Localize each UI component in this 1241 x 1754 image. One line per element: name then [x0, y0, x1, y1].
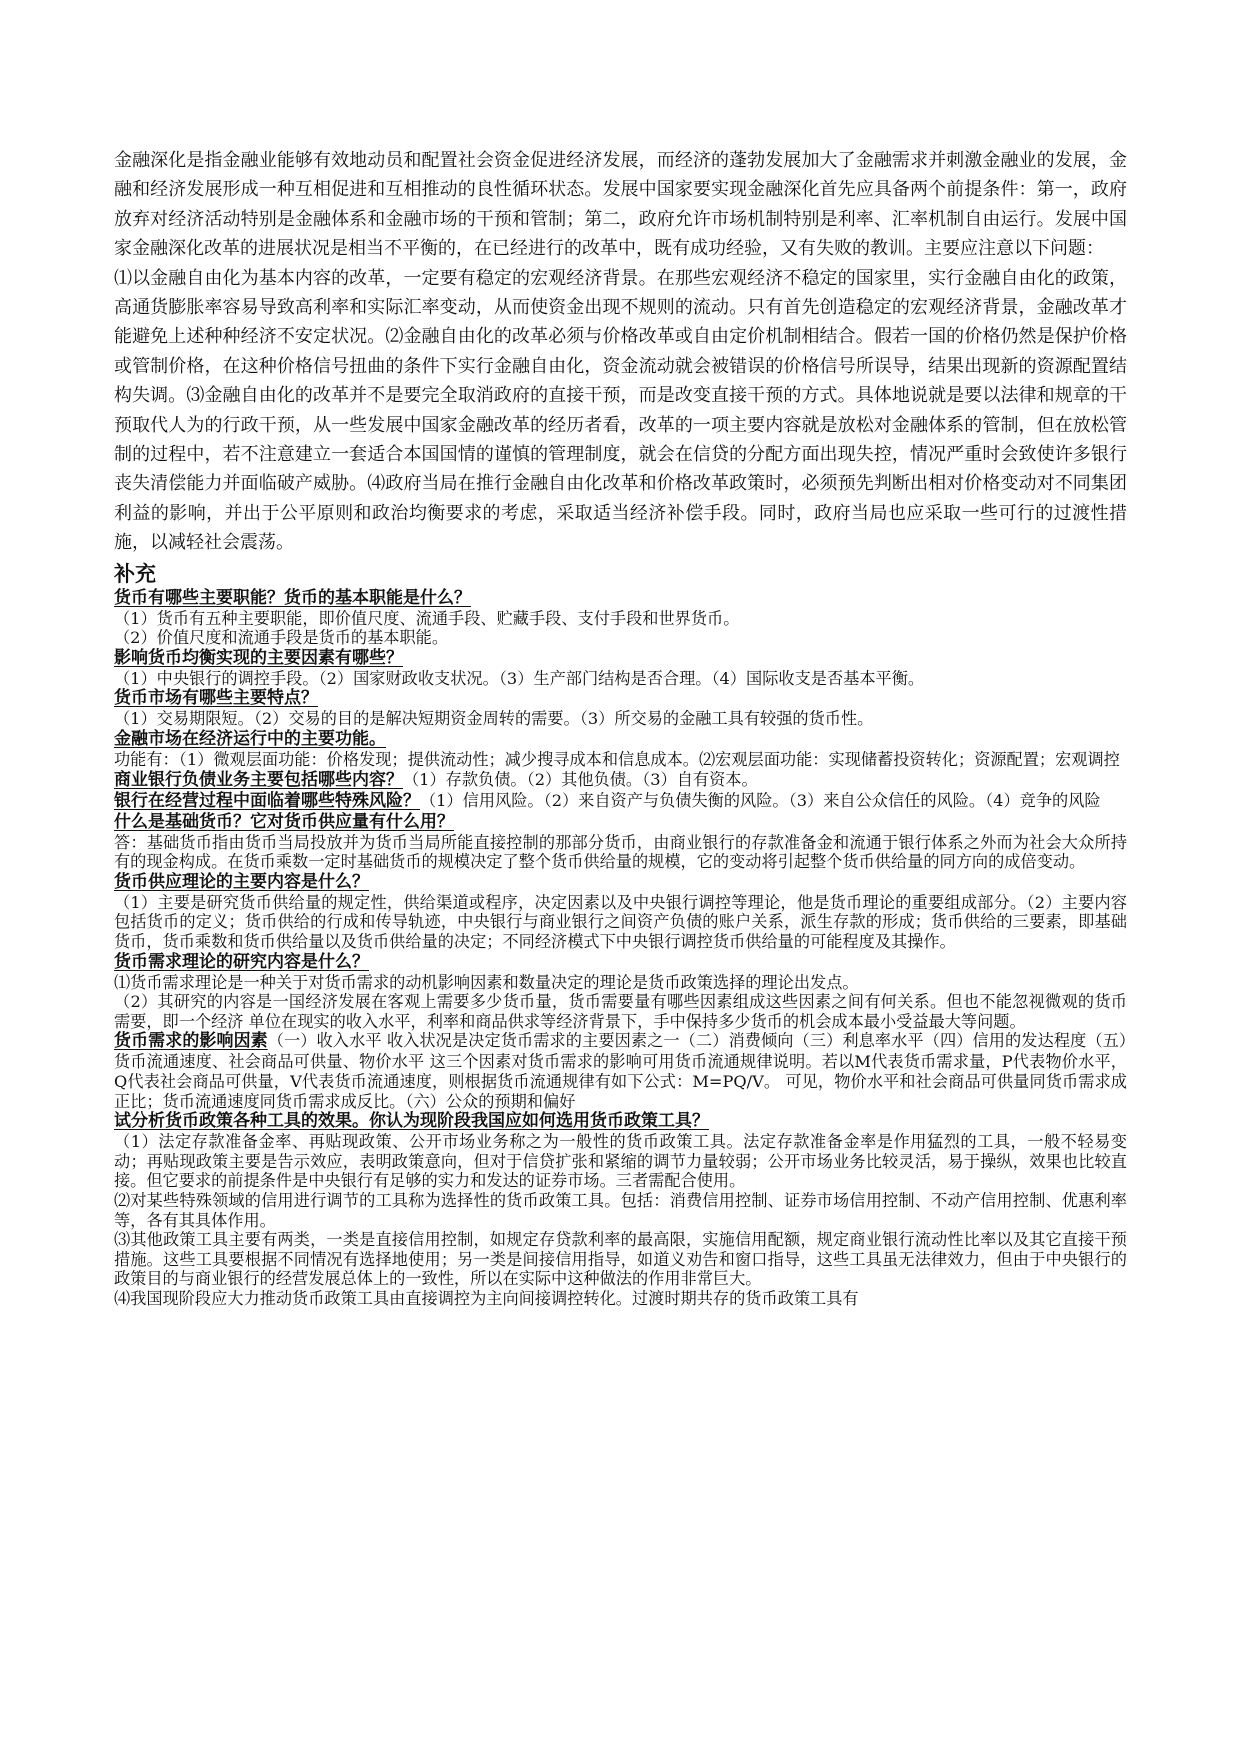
answer-text: ⑴货币需求理论是一种关于对货币需求的动机影响因素和数量决定的理论是货币政策选择的理论出发点。	[114, 972, 859, 992]
question-heading: 货币供应理论的主要内容是什么？	[114, 871, 369, 892]
question-heading: 影响货币均衡实现的主要因素有哪些？	[114, 647, 403, 668]
question-heading: 试分析货币政策各种工具的效果。你认为现阶段我国应如何选用货币政策工具？	[114, 1111, 709, 1132]
intro-paragraph: 金融深化是指金融业能够有效地动员和配置社会资金促进经济发展，而经济的蓬勃发展加大了金融需求并刺激金融业的发展，金融和经济发展形成一种互相促进和互相推动的良性循环状态。发展中国家要实现金融深化首先应具备两个前提条件：第一，政府放弃对经济活动特别是金融体系和金融市场的干预和管制；第二，政府允许市场机制特别是利率、汇率机制自由运行。发展中国家金融深化改革的进展状况是相当不平衡的，在已经进行的改革中，既有成功经验，又有失败的教训。主要应注意以下问题：	[114, 150, 1127, 260]
question-heading: 什么是基础货币？它对货币供应量有什么用？	[114, 811, 454, 832]
qa-item	[114, 729, 1127, 770]
answer-text: （1）法定存款准备金率、再贴现政策、公开市场业务称之为一般性的货币政策工具。法定存款准备金率是作用猛烈的工具，一般不轻易变动；再贴现政策主要是告示效应，表明政策意向，但对于信贷扩张和紧缩的调节力量较弱；公开市场业务比较灵活，易于操纵，效果也比较直接。但它要求的前提条件是中央银行有足够的实力和发达的证券市场。三者需配合使用。	[114, 1132, 1127, 1191]
intro-section	[114, 146, 1127, 558]
section-title: 补充	[114, 561, 156, 586]
qa-item	[114, 770, 1127, 791]
answer-text: 功能有：（1）微观层面功能：价格发现；提供流动性；减少搜寻成本和信息成本。⑵宏观层面功能：实现储蓄投资转化；资源配置；宏观调控	[114, 750, 1120, 770]
qa-line	[114, 791, 1127, 812]
question-heading: 商业银行负债业务主要包括哪些内容？	[114, 769, 403, 790]
answer-text: （2）价值尺度和流通手段是货币的基本职能。	[114, 628, 449, 648]
answer-text: （一）收入水平 收入状况是决定货币需求的主要因素之一（二）消费倾向（三）利息率水平（四）信用的发达程度（五）货币流通速度、社会商品可供量、物价水平 这三个因素对货币需求的影响可用货币流通规律说明。若以M代表货币需求量，P代表物价水平，Q代表社会商品可供量，V代表货币流通速度，则根据货币流通规律有如下公式：M=PQ/V。 可见，物价水平和社会商品可供量同货币需求成正比；货币流通速度同货币需求成反比。（六）公众的预期和偏好	[114, 1031, 1128, 1111]
answer-text: （1）信用风险。（2）来自资产与负债失衡的风险。（3）来自公众信任的风险。（4）竞争的风险	[420, 790, 1101, 810]
qa-item	[114, 648, 1127, 689]
question-heading: 货币需求的影响因素	[114, 1031, 268, 1052]
intro-paragraph: ⑴以金融自由化为基本内容的改革，一定要有稳定的宏观经济背景。在那些宏观经济不稳定的国家里，实行金融自由化的政策，高通货膨胀率容易导致高利率和实际汇率变动，从而使资金出现不规则的流动。只有首先创造稳定的宏观经济背景，金融改革才能避免上述种种经济不安定状况。⑵金融自由化的改革必须与价格改革或自由定价机制相结合。假若一国的价格仍然是保护价格或管制价格，在这种价格信号扭曲的条件下实行金融自由化，资金流动就会被错误的价格信号所误导，结果出现新的资源配置结构失调。⑶金融自由化的改革并不是要完全取消政府的直接干预，而是改变直接干预的方式。具体地说就是要以法律和规章的干预取代人为的行政干预，从一些发展中国家金融改革的经历者看，改革的一项主要内容就是放松对金融体系的管制，但在放松管制的过程中，若不注意建立一套适合本国国情的谨慎的管理制度，就会在信贷的分配方面出现失控，情况严重时会致使许多银行丧失清偿能力并面临破产威胁。⑷政府当局在推行金融自由化改革和价格改革政策时，必须预先判断出相对价格变动对不同集团利益的影响，并出于公平原则和政治均衡要求的考虑，采取适当经济补偿手段。同时，政府当局也应采取一些可行的过渡性措施，以减轻社会震荡。	[114, 267, 1127, 554]
qa-item	[114, 688, 1127, 729]
qa-item	[114, 952, 1127, 1032]
answer-text: （1）货币有五种主要职能，即价值尺度、流通手段、贮藏手段、支付手段和世界货币。	[114, 608, 740, 628]
answer-text: ⑵对某些特殊领域的信用进行调节的工具称为选择性的货币政策工具。包括：消费信用控制、证券市场信用控制、不动产信用控制、优惠利率等，各有其具体作用。	[114, 1190, 1127, 1230]
question-heading: 银行在经营过程中面临着哪些特殊风险？	[114, 790, 420, 811]
qa-item	[114, 791, 1127, 812]
answer-text: （1）存款负债。（2）其他负债。（3）自有资本。	[403, 769, 758, 789]
qa-item	[114, 1031, 1127, 1111]
answer-text: （1）主要是研究货币供给量的规定性，供给渠道或程序，决定因素以及中央银行调控等理论，他是货币理论的重要组成部分。（2）主要内容包括货币的定义；货币供给的行成和传导轨迹，中央银行与商业银行之间资产负债的账户关系，派生存款的形成；货币供给的三要素，即基础货币，货币乘数和货币供给量以及货币供给量的决定；不同经济模式下中央银行调控货币供给量的可能程度及其操作。	[114, 892, 1127, 952]
question-heading: 金融市场在经济运行中的主要功能。	[114, 729, 386, 750]
answer-text: （2）其研究的内容是一国经济发展在客观上需要多少货币量，货币需要量有哪些因素组成这些因素之间有何关系。但也不能忽视微观的货币需要，即一个经济 单位在现实的收入水平，利率和商品供求等经济背景下，手中保持多少货币的机会成本最小受益最大等问题。	[114, 992, 1127, 1031]
document-page	[114, 146, 1127, 1309]
qa-item	[114, 872, 1127, 952]
question-heading: 货币市场有哪些主要特点？	[114, 688, 318, 709]
question-heading: 货币有哪些主要职能？货币的基本职能是什么？	[114, 587, 471, 608]
qa-list	[114, 588, 1127, 1309]
answer-text: （1）交易期限短。（2）交易的目的是解决短期资金周转的需要。（3）所交易的金融工具有较强的货币性。	[114, 709, 874, 729]
qa-line	[114, 1031, 1127, 1111]
question-heading: 货币需求理论的研究内容是什么？	[114, 951, 369, 972]
answer-text: ⑷我国现阶段应大力推动货币政策工具由直接调控为主向间接调控转化。过渡时期共存的货币政策工具有	[114, 1288, 859, 1308]
answer-text: 答：基础货币指由货币当局投放并为货币当局所能直接控制的那部分货币，由商业银行的存款准备金和流通于银行体系之外而为社会大众所持有的现金构成。在货币乘数一定时基础货币的规模决定了整个货币供给量的规模，它的变动将引起整个货币供给量的同方向的成倍变动。	[114, 832, 1127, 872]
qa-item	[114, 1111, 1127, 1308]
qa-line	[114, 770, 1127, 791]
answer-text: （1）中央银行的调控手段。（2）国家财政收支状况。（3）生产部门结构是否合理。（4）国际收支是否基本平衡。	[114, 668, 925, 688]
qa-item	[114, 588, 1127, 648]
answer-text: ⑶其他政策工具主要有两类，一类是直接信用控制，如规定存贷款利率的最高限，实施信用配额，规定商业银行流动性比率以及其它直接干预措施。这些工具要根据不同情况有选择地使用；另一类是间接信用指导，如道义劝告和窗口指导，这些工具虽无法律效力，但由于中央银行的政策目的与商业银行的经营发展总体上的一致性，所以在实际中这种做法的作用非常巨大。	[114, 1230, 1127, 1289]
qa-item	[114, 812, 1127, 872]
